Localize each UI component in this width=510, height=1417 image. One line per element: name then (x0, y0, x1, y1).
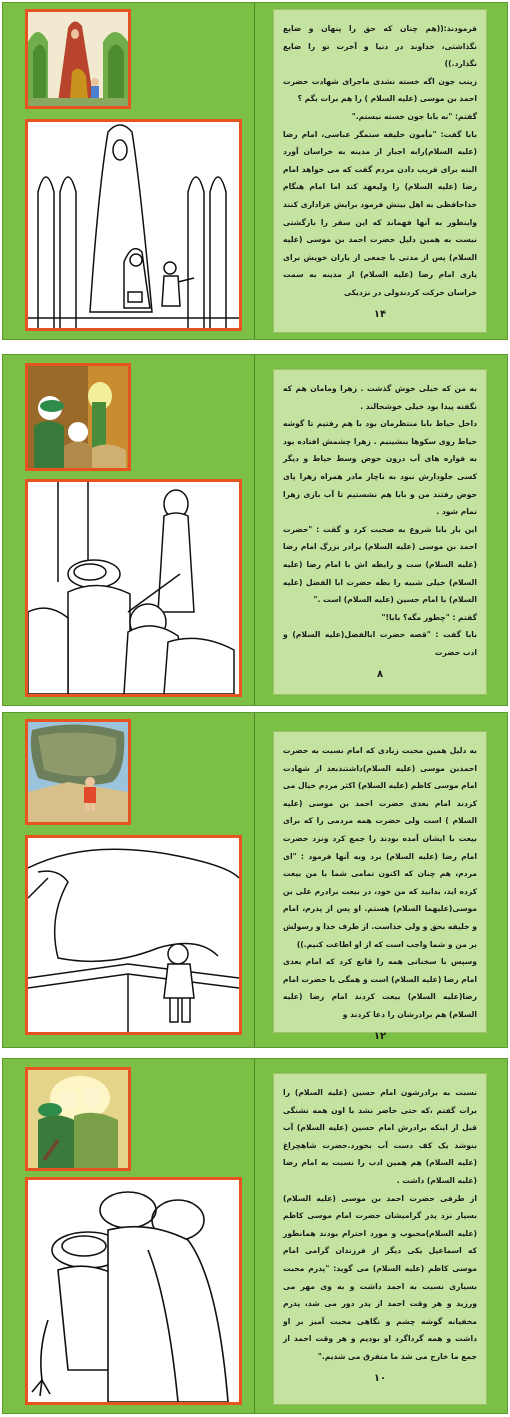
page-number: ۱۰ (373, 1372, 387, 1384)
story-paragraph: گفتم: "نه بابا جون خسته نیستم." (351, 111, 477, 121)
story-paragraph: گفتم : "چطور مگه؟ بابا!" (381, 612, 477, 622)
book-spread-3 (2, 712, 508, 1048)
spine (254, 713, 255, 1047)
story-paragraph: به من که خیلی خوش گذشت . زهرا ومامان هم که نگفته پیدا بود خیلی خوشحالند . (283, 384, 477, 411)
story-text-box (273, 369, 487, 695)
page-number: ۸ (376, 668, 384, 680)
story-text-box (273, 731, 487, 1042)
page-number: ۱۲ (373, 1030, 387, 1042)
color-illustration-mother-children (25, 9, 131, 109)
spine (254, 1059, 255, 1413)
color-illustration-child-at-shrine (25, 719, 131, 825)
story-text-box (273, 1073, 487, 1405)
story-paragraph: بابا گفت : "قصه حضرت ابالفضل(علیه السلام) و ادب حضرت (283, 630, 477, 657)
spine (254, 355, 255, 705)
story-paragraph: زینب جون اگه خسته نشدی ماجرای شهادت حضرت احمد بن موسی (علیه السلام ) را هم برات بگم ؟ (283, 76, 477, 104)
story-paragraph: بابا گفت: "مأمون خلیفه ستمگر عباسی، امام رضا (علیه السلام)رابه اجبار از مدینه به خراسان آورد البته برای فریب دادن مردم گفت که می خواهد امام رضا (علیه السلام) را ولیعهد کند اما امام هنگام خداحافظی به اهل بیتش فرمود برایش عزاداری کنند واینطور به آنها فهماند که این سفر را بازگشتی نیست به همین دلیل حضرت احمد بن موسی (علیه السلام) پس از مدتی با جمعی از یاران خویش برای یاری امام رضا (علیه السلام) از مدینه به سمت خراسان حرکت کردندولی در نزدیکی (283, 129, 477, 297)
spine (254, 3, 255, 339)
coloring-outline-pilgrims-shrine (25, 479, 242, 697)
story-text-box (273, 9, 487, 333)
story-paragraph: وسپس با سخنانی همه را قانع کرد که امام بعدی امام رضا (علیه السلام) است و همگی با حضرت امام رضا(علیه السلام) بیعت کردند امام رضا (علیه السلام) هم برادرشان را دعا کردند و (283, 957, 477, 1019)
coloring-outline-brothers (25, 1177, 242, 1405)
story-paragraph: به دلیل همین محبت زیادی که امام نسبت به حضرت احمدبن موسی (علیه السلام)داشتندبعد از شهادت امام موسی کاظم (علیه السلام) اکثر مردم خیال می کردند امام بعدی حضرت احمد بن موسی (علیه السلام ) است ولی حضرت همه مردمی را که برای بیعت با ایشان آمده بودند را جمع کرد ونزد حضرت امام رضا (علیه السلام) برد وبه آنها فرمود : "ای مردم، هم چنان که اکنون تمامی شما با من بیعت کرده اید، بدانید که من خود، در بیعت برادرم علی بن موسی(علیهما السلام) هستم. او پس از پدرم، امام و خلیفه بحق و ولی خداست. از طرف خدا و رسولش بر من و شما واجب است که از او اطاعت کنیم.)) (283, 746, 477, 949)
story-paragraph: این بار بابا شروع به صحبت کرد و گفت : "حضرت احمد بن موسی (علیه السلام) برادر بزرگ امام رضا (علیه السلام) ست و رابطه اش با امام رضا (علیه السلام) خیلی شبیه را بطه حضرت ابا الفضل (علیه السلام) با امام حسین (علیه السلام) است ." (283, 524, 477, 605)
color-illustration-brothers (25, 1067, 131, 1171)
book-spread-1 (2, 2, 508, 340)
color-illustration-pilgrims-shrine (25, 363, 131, 471)
story-paragraph: فرمودند:((هم چنان که حق را پنهان و ضایع نگذاشتی، خداوند در دنیا و آخرت تو را ضایع نگذارد.)) (283, 24, 477, 69)
story-paragraph: از طرفی حضرت احمد بن موسی (علیه السلام) بسیار نزد پدر گرامیشان حضرت امام موسی کاظم (علیه السلام)محبوب و مورد احترام بودند همانطور که اسماعیل یکی دیگر از فرزندان گرامی امام موسی کاظم (علیه السلام) می گوید: "پدرم محبت بسیاری نسبت به احمد داشت و به وی مهر می ورزید و هر وقت احمد از پدر دور می شد، پدرم مخفیانه گوشه چشم و نگاهی محبت آمیز بر او داشت و همه گرداگرد او بودیم و هر وقت احمد از جمع ما خارج می شد ما متفرق می شدیم." (283, 1193, 477, 1361)
book-spread-2 (2, 354, 508, 706)
page-number: ۱۴ (373, 308, 387, 320)
story-paragraph: نسبت به برادرشون امام حسین (علیه السلام) را برات گفتم ،که حتی حاضر نشد با اون همه تشنگی قبل از اینکه برادرش امام حسین (علیه السلام) آب بنوشد یک کف دست آب بخورد.حضرت شاهچراغ (علیه السلام) هم همین ادب را نسبت به امام رضا (علیه السلام) داشت . (283, 1088, 477, 1185)
story-paragraph: داخل حیاط بابا منتظرمان بود با هم رفتیم تا گوشه حیاط روی سکوها بنشینیم . زهرا چشمش افتاده بود به فواره های آب درون حوض وسط حیاط و دیگر کسی جلودارش نبود به ناچار مادر همراه زهرا پای حوض رفتند من و بابا هم نشستیم تا آب بازی زهرا تمام شود . (283, 419, 477, 517)
book-spread-4 (2, 1058, 508, 1414)
coloring-outline-child-at-shrine (25, 835, 242, 1035)
coloring-outline-mother-children (25, 119, 242, 331)
